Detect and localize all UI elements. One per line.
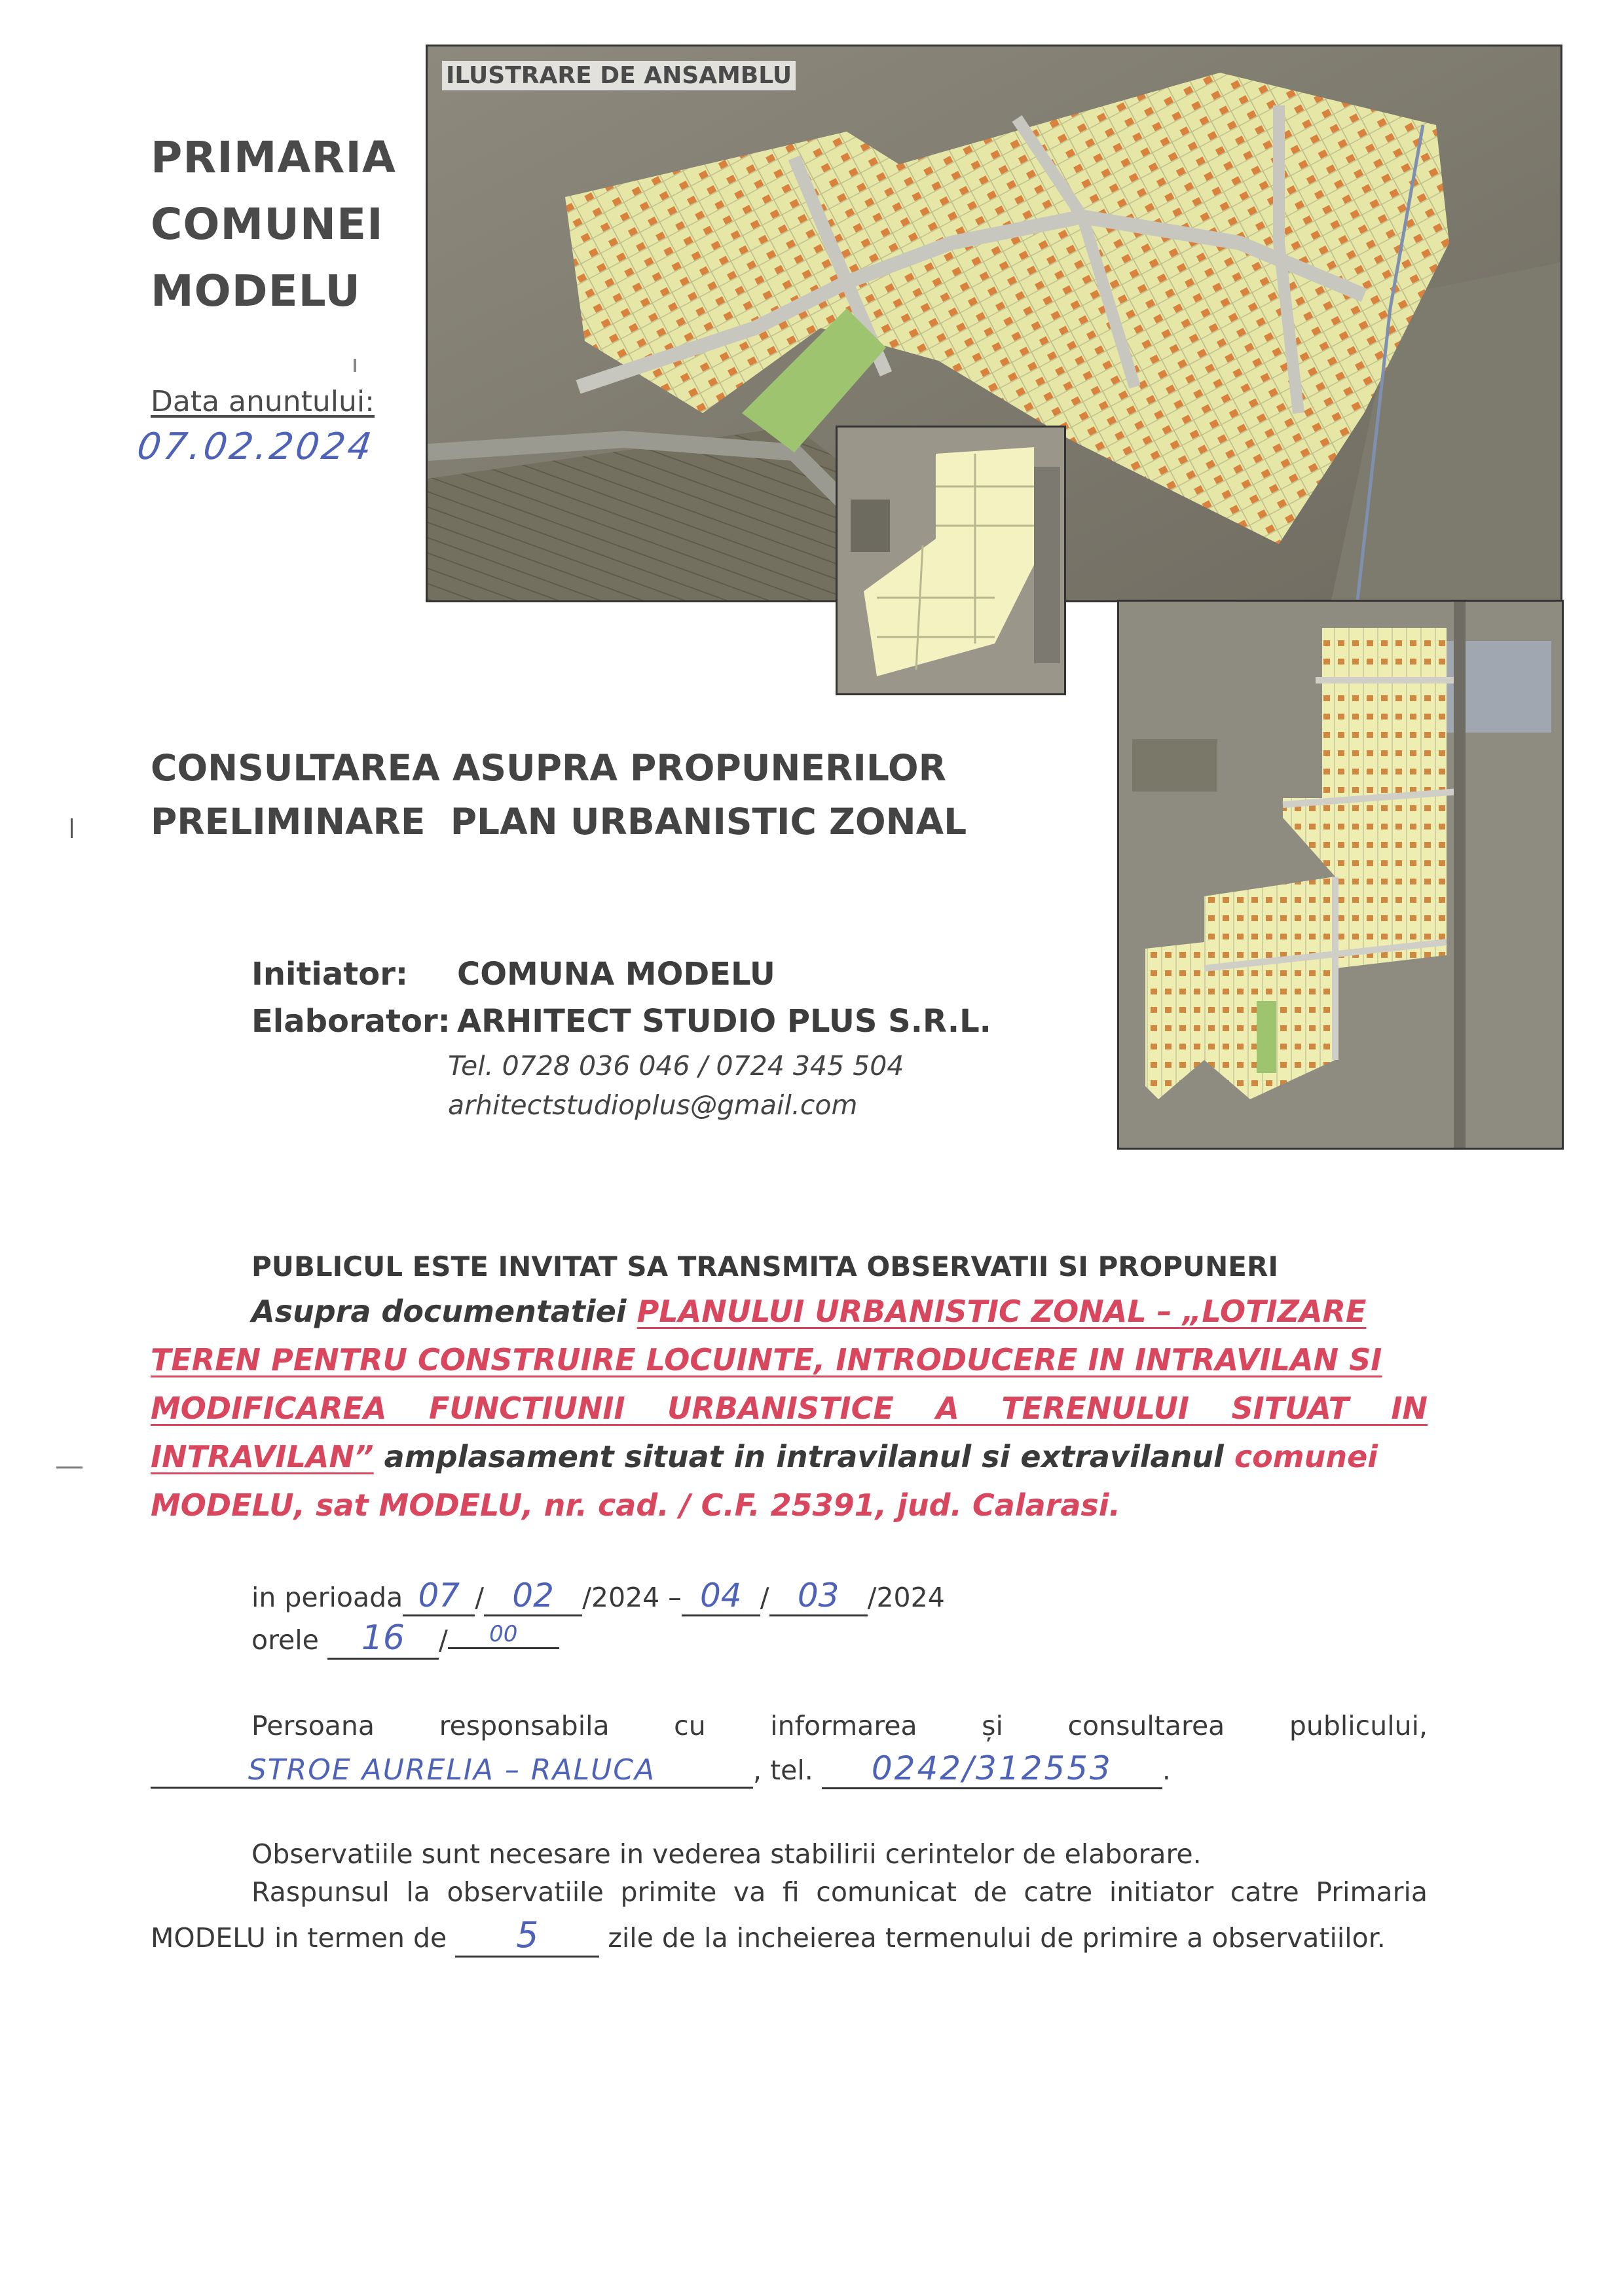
period-start-day: 07 [403, 1576, 475, 1616]
responsible-tel-label: , tel. [753, 1755, 813, 1786]
plan-title-part-3: MODIFICAREA FUNCTIUNII URBANISTICE A TERENULUI SITUAT IN [151, 1391, 1428, 1426]
large-plan-rendering [1119, 602, 1562, 1148]
header-line-3: MODELU [151, 266, 361, 316]
responsible-name: STROE AURELIA – RALUCA [151, 1753, 753, 1789]
period-end-day: 04 [682, 1576, 760, 1616]
plan-title-part-4: INTRAVILAN” [151, 1439, 374, 1474]
scan-mark-3 [354, 359, 356, 372]
resp-word-7: publicului, [1289, 1710, 1428, 1741]
period-end-year: /2024 [867, 1582, 945, 1613]
illustration-label: ILUSTRARE DE ANSAMBLU [442, 61, 796, 90]
notice-line-4 [151, 1432, 1428, 1481]
consultation-title [151, 741, 967, 848]
municipality-header [151, 124, 396, 325]
resp-word-4: informarea [770, 1710, 917, 1741]
date-label: Data anuntului: [151, 385, 375, 418]
hours-row: orele 16 / 00 [251, 1618, 559, 1660]
footer-line-2-text: Raspunsul la observatiile primite va fi comunicat de catre initiator catre Primaria [251, 1876, 1428, 1908]
response-days: 5 [455, 1914, 599, 1958]
responsible-tel: 0242/312553 [822, 1749, 1162, 1789]
hours-hour: 16 [327, 1618, 439, 1660]
footer-line-3-b: zile de la incheierea termenului de primire a observatiilor. [608, 1922, 1386, 1954]
location-text: amplasament situat in intravilanul si extravilanul [373, 1439, 1234, 1474]
footer-line-1: Observatiile sunt necesare in vederea stabilirii cerintelor de elaborare. [251, 1838, 1202, 1870]
title-line-2: PRELIMINARE PLAN URBANISTIC ZONAL [151, 801, 967, 843]
scan-mark-1 [71, 818, 82, 838]
elaborator-label: Elaborator: [251, 1003, 451, 1040]
initiator-value: COMUNA MODELU [457, 956, 775, 993]
resp-word-6: consultarea [1067, 1710, 1225, 1741]
title-line-1: CONSULTAREA ASUPRA PROPUNERILOR [151, 747, 947, 789]
footer-line-3-a: MODELU in termen de [151, 1922, 447, 1954]
hours-minute: 00 [448, 1621, 559, 1649]
plan-title-part-1: PLANULUI URBANISTIC ZONAL – „LOTIZARE [637, 1294, 1367, 1329]
header-line-2: COMUNEI [151, 199, 384, 249]
small-plan-rendering [838, 428, 1064, 693]
elaborator-email: arhitectstudioplus@gmail.com [448, 1089, 858, 1121]
period-label: in perioada [251, 1582, 403, 1613]
period-start-year: /2024 – [582, 1582, 682, 1613]
footer-line-2 [251, 1876, 1428, 1908]
notice-line-1 [151, 1287, 1428, 1336]
initiator-label: Initiator: [251, 956, 409, 993]
notice-line-2 [151, 1336, 1428, 1384]
location-details: MODELU, sat MODELU, nr. cad. / C.F. 25391, jud. Calarasi. [151, 1487, 1120, 1523]
resp-word-5: și [982, 1710, 1003, 1741]
hours-label: orele [251, 1624, 319, 1656]
period-row: in perioada 07 / 02 /2024 – 04 / 03 /2024 [251, 1576, 945, 1616]
scan-mark-2 [56, 1467, 83, 1468]
footer-line-3 [151, 1914, 1386, 1958]
elaborator-phone: Tel. 0728 036 046 / 0724 345 504 [448, 1050, 904, 1082]
responsible-name-row: STROE AURELIA – RALUCA , tel. 0242/312553 . [151, 1749, 1171, 1789]
inset-plan-image-small [836, 426, 1066, 695]
period-start-month: 02 [484, 1576, 582, 1616]
header-line-1: PRIMARIA [151, 132, 396, 183]
notice-body [151, 1287, 1428, 1529]
resp-word-3: cu [674, 1710, 706, 1741]
notice-line-5 [151, 1481, 1428, 1529]
responsible-line [251, 1710, 1428, 1741]
location-commune: comunei [1234, 1439, 1378, 1474]
resp-word-1: Persoana [251, 1710, 375, 1741]
inset-plan-image-large [1117, 600, 1564, 1150]
date-value-handwritten: 07.02.2024 [134, 426, 377, 468]
resp-word-2: responsabila [439, 1710, 610, 1741]
notice-heading: PUBLICUL ESTE INVITAT SA TRANSMITA OBSERVATII SI PROPUNERI [251, 1250, 1278, 1283]
plan-title-part-2: TEREN PENTRU CONSTRUIRE LOCUINTE, INTRODUCERE IN INTRAVILAN SI [151, 1342, 1382, 1377]
period-end-month: 03 [769, 1576, 868, 1616]
notice-intro: Asupra documentatiei [251, 1294, 637, 1329]
notice-line-3 [151, 1384, 1428, 1432]
elaborator-value: ARHITECT STUDIO PLUS S.R.L. [457, 1003, 991, 1040]
